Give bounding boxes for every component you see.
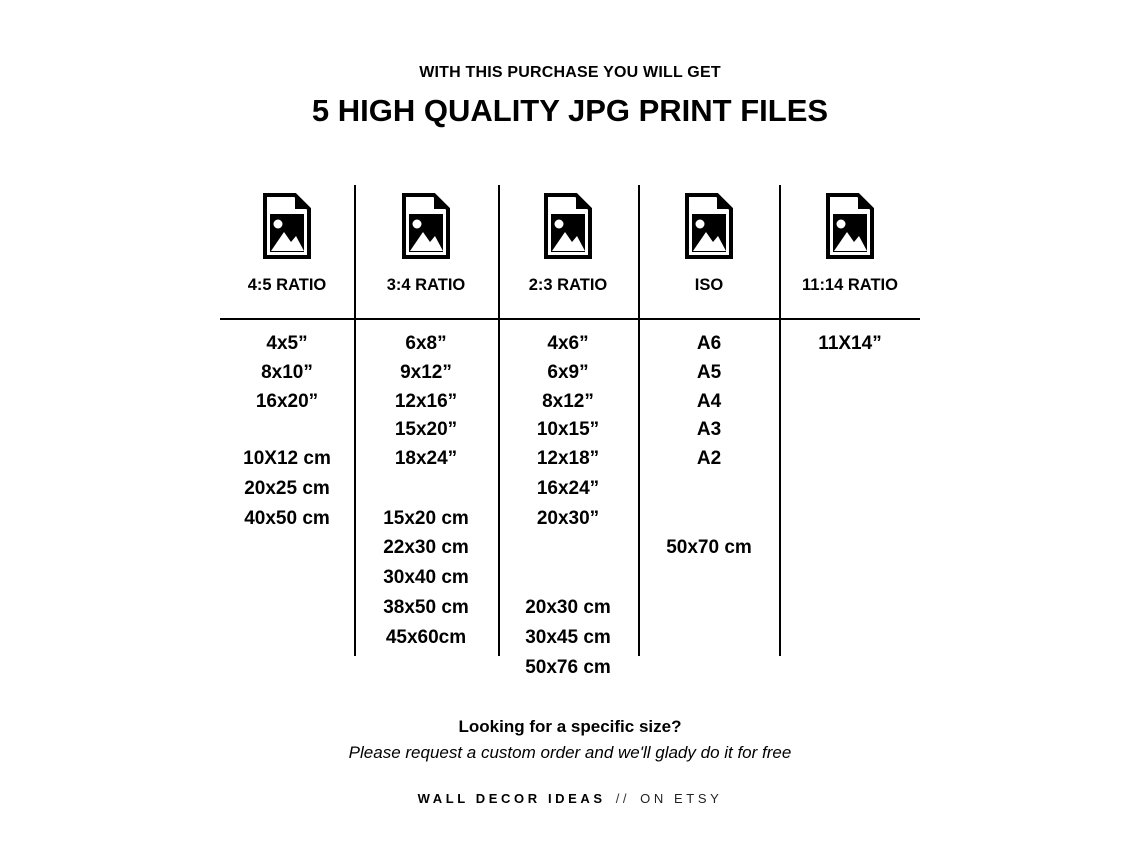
size-item: 50x70 cm (666, 537, 752, 558)
platform-name: ON ETSY (640, 791, 723, 806)
image-file-icon (262, 192, 312, 260)
size-item: 22x30 cm (383, 537, 469, 558)
size-item: 50x76 cm (525, 657, 611, 678)
ratio-label: 11:14 RATIO (802, 276, 898, 294)
image-file-icon (684, 192, 734, 260)
ratio-label: ISO (694, 276, 724, 294)
header-divider (220, 318, 920, 320)
footer-separator: // (615, 791, 631, 806)
size-item: A2 (696, 448, 722, 469)
size-item: 45x60cm (385, 627, 467, 648)
size-item: 11X14” (818, 333, 882, 354)
size-item: 15x20” (394, 419, 458, 440)
size-item: 15x20 cm (383, 508, 469, 529)
size-item: A6 (696, 333, 722, 354)
size-item: 8x10” (261, 362, 313, 383)
size-item: 16x20” (255, 391, 319, 412)
size-item: 6x9” (547, 362, 589, 383)
size-item: A4 (696, 391, 722, 412)
image-file-icon (543, 192, 593, 260)
custom-order-note: Please request a custom order and we'll glady do it for free (348, 743, 792, 762)
file-icon-wrapper (543, 192, 593, 260)
file-icon-wrapper (684, 192, 734, 260)
size-item: A3 (696, 419, 722, 440)
subtitle: WITH THIS PURCHASE YOU WILL GET (419, 64, 721, 81)
size-item: 30x40 cm (383, 567, 469, 588)
page-title: 5 HIGH QUALITY JPG PRINT FILES (311, 93, 829, 128)
file-icon-wrapper (401, 192, 451, 260)
size-item: 4x5” (266, 333, 308, 354)
ratio-label: 4:5 RATIO (247, 276, 327, 294)
size-item: 12x16” (394, 391, 458, 412)
size-item: 20x30” (536, 508, 600, 529)
size-item: 18x24” (394, 448, 458, 469)
size-item: 20x30 cm (525, 597, 611, 618)
size-item: 38x50 cm (383, 597, 469, 618)
column-divider (779, 185, 781, 656)
size-item: 9x12” (400, 362, 452, 383)
image-file-icon (825, 192, 875, 260)
ratio-label: 2:3 RATIO (528, 276, 608, 294)
footer (0, 791, 1140, 806)
size-item: 4x6” (547, 333, 589, 354)
size-item: 6x8” (405, 333, 447, 354)
size-item: 10x15” (536, 419, 600, 440)
custom-size-question: Looking for a specific size? (458, 717, 682, 736)
size-item: 30x45 cm (525, 627, 611, 648)
file-icon-wrapper (825, 192, 875, 260)
ratio-label: 3:4 RATIO (386, 276, 466, 294)
size-item: 12x18” (536, 448, 600, 469)
size-item: 20x25 cm (244, 478, 330, 499)
brand-name: WALL DECOR IDEAS (417, 791, 606, 806)
size-item: 40x50 cm (244, 508, 330, 529)
size-item: 16x24” (536, 478, 600, 499)
size-item: 10X12 cm (243, 448, 331, 469)
size-item: 8x12” (542, 391, 594, 412)
size-item: A5 (696, 362, 722, 383)
image-file-icon (401, 192, 451, 260)
file-icon-wrapper (262, 192, 312, 260)
